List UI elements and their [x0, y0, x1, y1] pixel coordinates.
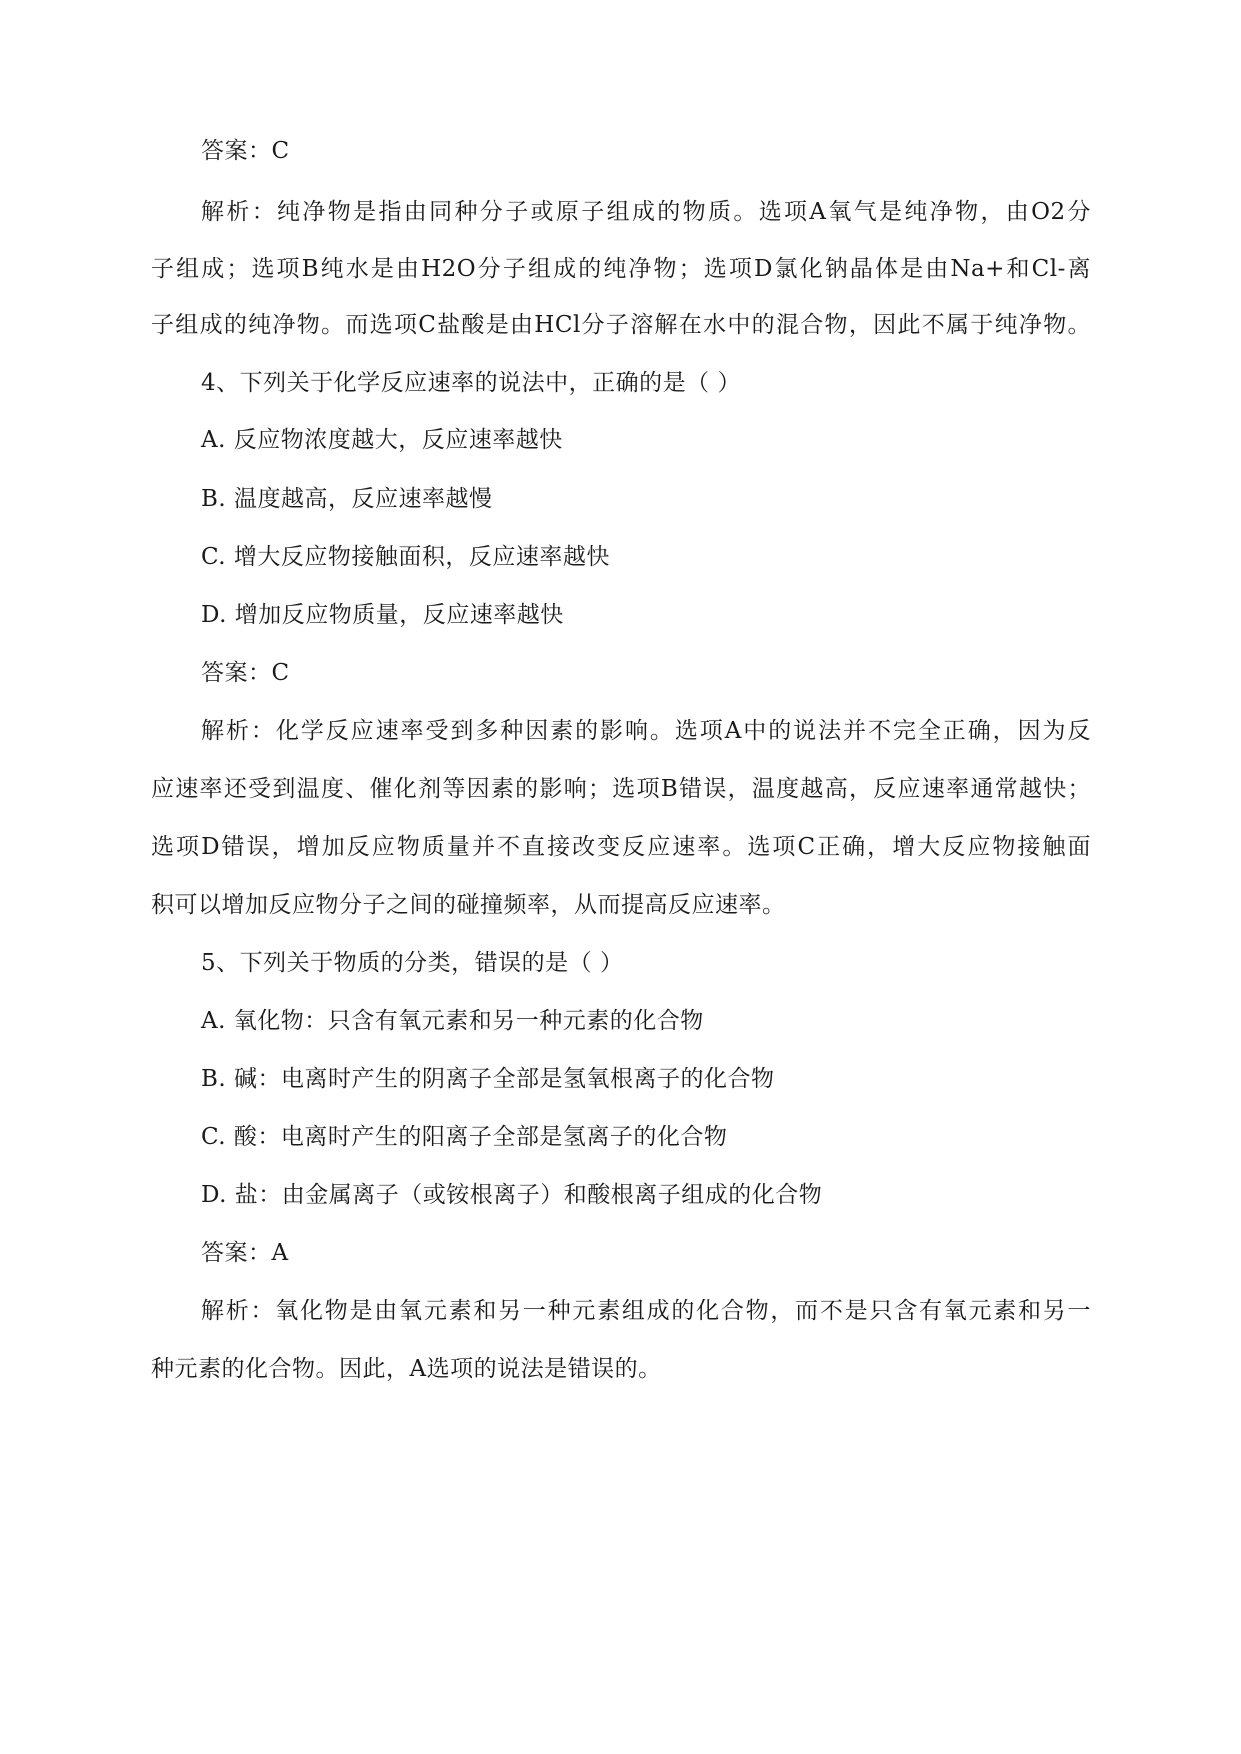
explanation-q3-line-3: 子组成的纯净物。而选项C盐酸是由HCl分子溶解在水中的混合物，因此不属于纯净物。 — [151, 312, 1091, 338]
question-4-stem: 4、下列关于化学反应速率的说法中，正确的是（ ） — [201, 370, 741, 396]
answer-line-q5: 答案：A — [201, 1240, 289, 1266]
explanation-q3-line-1: 解析：纯净物是指由同种分子或原子组成的物质。选项A氧气是纯净物，由O2分 — [201, 199, 1091, 225]
question-5-option-d: D. 盐：由金属离子（或铵根离子）和酸根离子组成的化合物 — [201, 1182, 823, 1208]
question-5-option-a: A. 氧化物：只含有氧元素和另一种元素的化合物 — [201, 1008, 704, 1034]
question-4-option-b: B. 温度越高，反应速率越慢 — [201, 486, 493, 512]
answer-line-q4: 答案：C — [201, 660, 290, 686]
question-4-option-d: D. 增加反应物质量，反应速率越快 — [201, 602, 564, 628]
explanation-q4-line-4: 积可以增加反应物分子之间的碰撞频率，从而提高反应速率。 — [151, 892, 786, 918]
explanation-q4-line-3: 选项D错误，增加反应物质量并不直接改变反应速率。选项C正确，增大反应物接触面 — [151, 834, 1091, 860]
question-4-option-a: A. 反应物浓度越大，反应速率越快 — [201, 427, 563, 453]
answer-line-q3: 答案：C — [201, 138, 290, 164]
explanation-q4-line-1: 解析：化学反应速率受到多种因素的影响。选项A中的说法并不完全正确，因为反 — [201, 718, 1091, 744]
question-5-option-c: C. 酸：电离时产生的阳离子全部是氢离子的化合物 — [201, 1124, 728, 1150]
explanation-q3-line-2: 子组成；选项B纯水是由H2O分子组成的纯净物；选项D氯化钠晶体是由Na+和Cl-离 — [151, 256, 1091, 282]
question-4-option-c: C. 增大反应物接触面积，反应速率越快 — [201, 544, 610, 570]
explanation-q5-line-2: 种元素的化合物。因此，A选项的说法是错误的。 — [151, 1356, 662, 1382]
explanation-q5-line-1: 解析：氧化物是由氧元素和另一种元素组成的化合物，而不是只含有氧元素和另一 — [201, 1298, 1091, 1324]
question-5-option-b: B. 碱：电离时产生的阴离子全部是氢氧根离子的化合物 — [201, 1066, 775, 1092]
explanation-q4-line-2: 应速率还受到温度、催化剂等因素的影响；选项B错误，温度越高，反应速率通常越快； — [151, 776, 1091, 802]
question-5-stem: 5、下列关于物质的分类，错误的是（ ） — [201, 950, 624, 976]
